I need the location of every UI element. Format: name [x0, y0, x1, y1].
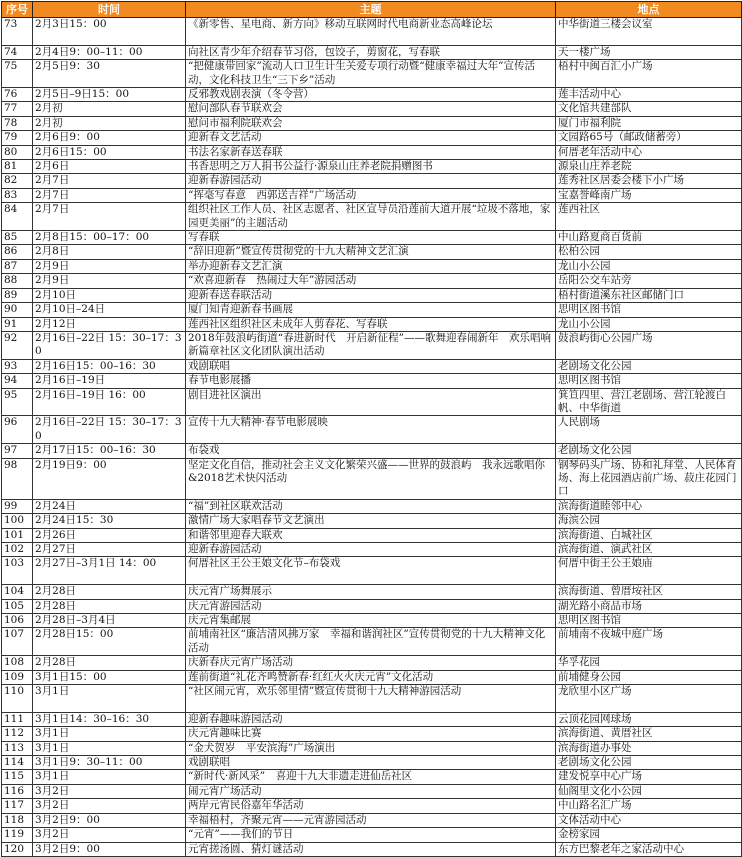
row-topic: 反邪教戏剧表演（冬令营） [186, 88, 556, 102]
row-place: 老剧场文化公园 [556, 359, 742, 373]
row-time: 2月26日 [33, 528, 186, 542]
row-time: 2月16日–22日 15：30–17：30 [33, 331, 186, 359]
row-time: 2月4日9：00–11：00 [33, 45, 186, 59]
row-place: 金榜家园 [556, 828, 742, 842]
row-number: 104 [2, 585, 33, 599]
row-time: 2月6日9：00 [33, 131, 186, 145]
row-place: 梧村街道溪东社区邮储门口 [556, 288, 742, 302]
table-row [2, 614, 742, 628]
row-time: 2月16日–19日 16：00 [33, 388, 186, 416]
row-number: 85 [2, 231, 33, 245]
row-time: 2月6日15：00 [33, 145, 186, 159]
row-place: 建发悦享中心广场 [556, 770, 742, 784]
row-time: 2月6日 [33, 160, 186, 174]
row-number: 113 [2, 741, 33, 755]
table-row [2, 174, 742, 188]
row-time: 2月27日–3月1日 14：00 [33, 557, 186, 585]
table-row [2, 388, 742, 416]
row-topic: “新时代·新风采” 喜迎十九大非遗走进仙岳社区 [186, 770, 556, 784]
row-time: 2月12日 [33, 317, 186, 331]
row-place: 前埔南不夜城中庭广场 [556, 628, 742, 656]
row-topic: “欢喜迎新春 热闹过大年”游园活动 [186, 274, 556, 288]
row-topic: 庆元宵广场舞展示 [186, 585, 556, 599]
row-time: 2月5日9：30 [33, 60, 186, 88]
row-place: 滨海街道、演武社区 [556, 543, 742, 557]
row-time: 2月7日 [33, 188, 186, 202]
row-number: 100 [2, 514, 33, 528]
row-number: 111 [2, 712, 33, 726]
row-number: 77 [2, 102, 33, 116]
row-place: 老剧场文化公园 [556, 756, 742, 770]
row-time: 3月2日 [33, 828, 186, 842]
row-number: 94 [2, 374, 33, 388]
row-time: 2月16日15：00–16：30 [33, 359, 186, 373]
row-topic: 宣传十九大精神·春节电影展映 [186, 416, 556, 444]
header-time: 时间 [33, 2, 186, 18]
table-row [2, 770, 742, 784]
row-number: 82 [2, 174, 33, 188]
row-place: 莲秀社区居委会楼下小广场 [556, 174, 742, 188]
table-row [2, 303, 742, 317]
table-row [2, 188, 742, 202]
table-row [2, 88, 742, 102]
row-topic: “社区闹元宵，欢乐邻里情”暨宣传贯彻十九大精神游园活动 [186, 685, 556, 713]
row-number: 87 [2, 259, 33, 273]
row-topic: 何厝社区王公王娘文化节–布袋戏 [186, 557, 556, 585]
row-time: 3月1日 [33, 741, 186, 755]
row-place: 天一楼广场 [556, 45, 742, 59]
row-number: 98 [2, 458, 33, 499]
row-number: 91 [2, 317, 33, 331]
row-time: 3月2日9：00 [33, 813, 186, 827]
row-number: 120 [2, 842, 33, 856]
row-number: 86 [2, 245, 33, 259]
row-topic: “金犬贺岁 平安滨海”广场演出 [186, 741, 556, 755]
row-number: 109 [2, 670, 33, 684]
table-row [2, 160, 742, 174]
row-topic: 慰问市福利院联欢会 [186, 116, 556, 130]
row-time: 2月28日 [33, 656, 186, 670]
row-place: 滨海街道、黄厝社区 [556, 727, 742, 741]
row-number: 92 [2, 331, 33, 359]
table-row [2, 585, 742, 599]
header-no: 序号 [2, 2, 33, 18]
row-time: 3月1日 [33, 727, 186, 741]
row-time: 2月8日 [33, 245, 186, 259]
row-place: 龙山小公园 [556, 259, 742, 273]
table-row [2, 813, 742, 827]
row-topic: 书香思明之万人捐书公益行·源泉山庄养老院捐赠图书 [186, 160, 556, 174]
table-row [2, 670, 742, 684]
row-place: 何厝老年活动中心 [556, 145, 742, 159]
row-time: 2月8日15：00–17：00 [33, 231, 186, 245]
row-topic: “辞旧迎新”暨宣传贯彻党的十九大精神文艺汇演 [186, 245, 556, 259]
row-place: 文园路65号（邮政储蓄旁） [556, 131, 742, 145]
row-topic: 厦门知青迎新春书画展 [186, 303, 556, 317]
row-time: 3月2日9：00 [33, 842, 186, 856]
table-row [2, 756, 742, 770]
row-number: 95 [2, 388, 33, 416]
row-number: 110 [2, 685, 33, 713]
table-row [2, 828, 742, 842]
table-row [2, 18, 742, 46]
row-place: 人民剧场 [556, 416, 742, 444]
row-number: 102 [2, 543, 33, 557]
table-row [2, 799, 742, 813]
header-topic: 主题 [186, 2, 556, 18]
row-time: 3月1日15：00 [33, 670, 186, 684]
row-place: 钢琴码头广场、协和礼拜堂、人民体育场、海上花园酒店前广场、菽庄花园门口 [556, 458, 742, 499]
row-time: 2月19日9：00 [33, 458, 186, 499]
row-topic: 两岸元宵民俗嘉年华活动 [186, 799, 556, 813]
row-time: 2月9日 [33, 259, 186, 273]
row-topic: 激情广场大家唱春节文艺演出 [186, 514, 556, 528]
table-row [2, 499, 742, 513]
row-number: 79 [2, 131, 33, 145]
table-row [2, 543, 742, 557]
row-topic: 迎新春游园活动 [186, 174, 556, 188]
row-time: 3月1日 [33, 685, 186, 713]
row-time: 2月初 [33, 102, 186, 116]
row-time: 2月16日–19日 [33, 374, 186, 388]
table-row [2, 203, 742, 231]
table-row [2, 317, 742, 331]
row-topic: 举办迎新春文艺汇演 [186, 259, 556, 273]
table-row [2, 444, 742, 458]
row-place: 箕笪四里、营江老剧场、营江轮渡白帆、中华街道 [556, 388, 742, 416]
row-place: 滨海街道、白城社区 [556, 528, 742, 542]
table-row [2, 416, 742, 444]
row-number: 90 [2, 303, 33, 317]
table-row [2, 274, 742, 288]
table-row [2, 374, 742, 388]
row-number: 107 [2, 628, 33, 656]
row-topic: “把健康带回家”流动人口卫生计生关爱专项行动暨“健康幸福过大年”宣传活动，文化科技卫生“三下乡”活动 [186, 60, 556, 88]
row-place: 中华街道三楼会议室 [556, 18, 742, 46]
row-time: 2月9日 [33, 274, 186, 288]
table-row [2, 60, 742, 88]
row-place: 滨海街道办事处 [556, 741, 742, 755]
row-time: 2月16日–22日 15：30–17：30 [33, 416, 186, 444]
row-number: 84 [2, 203, 33, 231]
table-row [2, 259, 742, 273]
table-body [2, 18, 742, 857]
row-number: 93 [2, 359, 33, 373]
row-topic: 迎新春送春联活动 [186, 288, 556, 302]
table-row [2, 102, 742, 116]
row-number: 101 [2, 528, 33, 542]
row-topic: 剧目进社区演出 [186, 388, 556, 416]
row-number: 99 [2, 499, 33, 513]
row-place: 滨海街道、曾厝垵社区 [556, 585, 742, 599]
row-topic: 坚定文化自信，推动社会主义文化繁荣兴盛——世界的鼓浪屿 我永远歌唱你&2018艺术快闪活动 [186, 458, 556, 499]
table-row [2, 557, 742, 585]
row-number: 115 [2, 770, 33, 784]
row-time: 2月10日 [33, 288, 186, 302]
row-number: 81 [2, 160, 33, 174]
table-row [2, 741, 742, 755]
header-place: 地点 [556, 2, 742, 18]
table-row [2, 685, 742, 713]
row-time: 2月初 [33, 116, 186, 130]
row-topic: 迎新春游园活动 [186, 543, 556, 557]
row-place: 鼓浪屿街心公园广场 [556, 331, 742, 359]
table-row [2, 116, 742, 130]
table-row [2, 727, 742, 741]
row-place: 云顶花园网球场 [556, 712, 742, 726]
row-place: 仙阁里文化小公园 [556, 784, 742, 798]
row-number: 89 [2, 288, 33, 302]
row-place: 莲西社区 [556, 203, 742, 231]
row-topic: 莲前街道“礼花齐鸣赞新春·红红火火庆元宵”文化活动 [186, 670, 556, 684]
row-number: 117 [2, 799, 33, 813]
row-number: 97 [2, 444, 33, 458]
row-number: 75 [2, 60, 33, 88]
table-row [2, 331, 742, 359]
row-topic: 和谐邻里迎春大联欢 [186, 528, 556, 542]
row-number: 103 [2, 557, 33, 585]
row-time: 2月7日 [33, 174, 186, 188]
row-number: 78 [2, 116, 33, 130]
row-time: 3月2日 [33, 799, 186, 813]
row-place: 厦门市福利院 [556, 116, 742, 130]
table-row [2, 145, 742, 159]
row-topic: 庆新春庆元宵广场活动 [186, 656, 556, 670]
row-topic: 迎新春趣味游园活动 [186, 712, 556, 726]
row-time: 2月24日 [33, 499, 186, 513]
row-topic: 庆元宵游园活动 [186, 599, 556, 613]
row-place: 思明区图书馆 [556, 303, 742, 317]
schedule-table [1, 1, 742, 857]
row-time: 2月28日–3月4日 [33, 614, 186, 628]
row-place: 文化馆共建部队 [556, 102, 742, 116]
table-row [2, 656, 742, 670]
row-topic: 前埔南社区“廉洁清风拂万家 幸福和谐润社区”宣传贯彻党的十九大精神文化活动 [186, 628, 556, 656]
row-topic: 元宵搓汤圆、猜灯谜活动 [186, 842, 556, 856]
row-topic: “挥毫写春意 西郭送吉祥”广场活动 [186, 188, 556, 202]
row-topic: 庆元宵集邮展 [186, 614, 556, 628]
table-row [2, 359, 742, 373]
table-row [2, 288, 742, 302]
row-place: 华孚花园 [556, 656, 742, 670]
row-place: 思明区图书馆 [556, 374, 742, 388]
row-place: 莲丰活动中心 [556, 88, 742, 102]
row-time: 2月7日 [33, 203, 186, 231]
table-header-row [2, 2, 742, 18]
row-topic: 幸福梧村，齐聚元宵——元宵游园活动 [186, 813, 556, 827]
row-topic: 2018年鼓浪屿街道“春进新时代 开启新征程”——歌舞迎春闹新年 欢乐唱响新篇章社区文化团队演出活动 [186, 331, 556, 359]
row-place: 海滨公园 [556, 514, 742, 528]
row-place: 思明区图书馆 [556, 614, 742, 628]
row-place: 湖光路小商品市场 [556, 599, 742, 613]
row-topic: 布袋戏 [186, 444, 556, 458]
row-topic: 组织社区工作人员、社区志愿者、社区宣导员沿莲前大道开展“垃圾不落地，家园更美丽”的主题活动 [186, 203, 556, 231]
row-topic: 写春联 [186, 231, 556, 245]
row-number: 80 [2, 145, 33, 159]
row-place: 松柏公园 [556, 245, 742, 259]
row-number: 114 [2, 756, 33, 770]
table-row [2, 514, 742, 528]
table-row [2, 842, 742, 856]
table-row [2, 245, 742, 259]
row-place: 岳阳公交车站旁 [556, 274, 742, 288]
row-topic: 向社区青少年介绍春节习俗，包饺子，剪窗花，写春联 [186, 45, 556, 59]
row-time: 2月17日15：00–16：30 [33, 444, 186, 458]
row-number: 74 [2, 45, 33, 59]
row-time: 2月3日15：00 [33, 18, 186, 46]
table-row [2, 45, 742, 59]
row-place: 中山路夏商百货前 [556, 231, 742, 245]
row-place: 中山路名汇广场 [556, 799, 742, 813]
row-topic: 迎新春文艺活动 [186, 131, 556, 145]
table-row [2, 712, 742, 726]
row-place: 文体活动中心 [556, 813, 742, 827]
row-topic: 闹元宵广场活动 [186, 784, 556, 798]
row-time: 2月28日 [33, 599, 186, 613]
row-place: 前埔健身公园 [556, 670, 742, 684]
row-topic: 莲西社区组织社区未成年人剪春花、写春联 [186, 317, 556, 331]
row-time: 3月1日9：30–11：00 [33, 756, 186, 770]
row-time: 2月27日 [33, 543, 186, 557]
table-row [2, 784, 742, 798]
row-number: 88 [2, 274, 33, 288]
table-row [2, 628, 742, 656]
row-topic: 庆元宵趣味比赛 [186, 727, 556, 741]
row-place: 滨海街道睦邻中心 [556, 499, 742, 513]
row-number: 96 [2, 416, 33, 444]
row-time: 3月1日14：30–16：30 [33, 712, 186, 726]
row-place: 龙欣里小区广场 [556, 685, 742, 713]
table-row [2, 131, 742, 145]
row-topic: 慰问部队春节联欢会 [186, 102, 556, 116]
row-time: 3月1日 [33, 770, 186, 784]
row-number: 108 [2, 656, 33, 670]
row-number: 83 [2, 188, 33, 202]
row-place: 东方巴黎老年之家活动中心 [556, 842, 742, 856]
row-time: 2月28日 [33, 585, 186, 599]
table-row [2, 528, 742, 542]
row-number: 119 [2, 828, 33, 842]
row-time: 2月10日–24日 [33, 303, 186, 317]
table-row [2, 458, 742, 499]
table-row [2, 231, 742, 245]
row-number: 73 [2, 18, 33, 46]
row-place: 梧村中闽百汇小广场 [556, 60, 742, 88]
row-topic: 戏剧联唱 [186, 756, 556, 770]
row-place: 源泉山庄养老院 [556, 160, 742, 174]
row-topic: 《新零售、星电商、新方向》移动互联网时代电商新业态高峰论坛 [186, 18, 556, 46]
row-place: 何厝中街王公王娘庙 [556, 557, 742, 585]
row-place: 老剧场文化公园 [556, 444, 742, 458]
row-topic: 春节电影展播 [186, 374, 556, 388]
row-place: 龙山小公园 [556, 317, 742, 331]
row-time: 3月2日 [33, 784, 186, 798]
row-place: 宝嘉誉峰南广场 [556, 188, 742, 202]
row-number: 76 [2, 88, 33, 102]
row-number: 116 [2, 784, 33, 798]
row-number: 118 [2, 813, 33, 827]
row-time: 2月24日15：30 [33, 514, 186, 528]
row-topic: 戏剧联唱 [186, 359, 556, 373]
row-time: 2月5日–9日15：00 [33, 88, 186, 102]
row-number: 105 [2, 599, 33, 613]
row-number: 106 [2, 614, 33, 628]
row-topic: “元宵”——我们的节日 [186, 828, 556, 842]
row-topic: 书法名家新春送春联 [186, 145, 556, 159]
row-topic: “福”到社区联欢活动 [186, 499, 556, 513]
table-row [2, 599, 742, 613]
row-number: 112 [2, 727, 33, 741]
row-time: 2月28日15：00 [33, 628, 186, 656]
